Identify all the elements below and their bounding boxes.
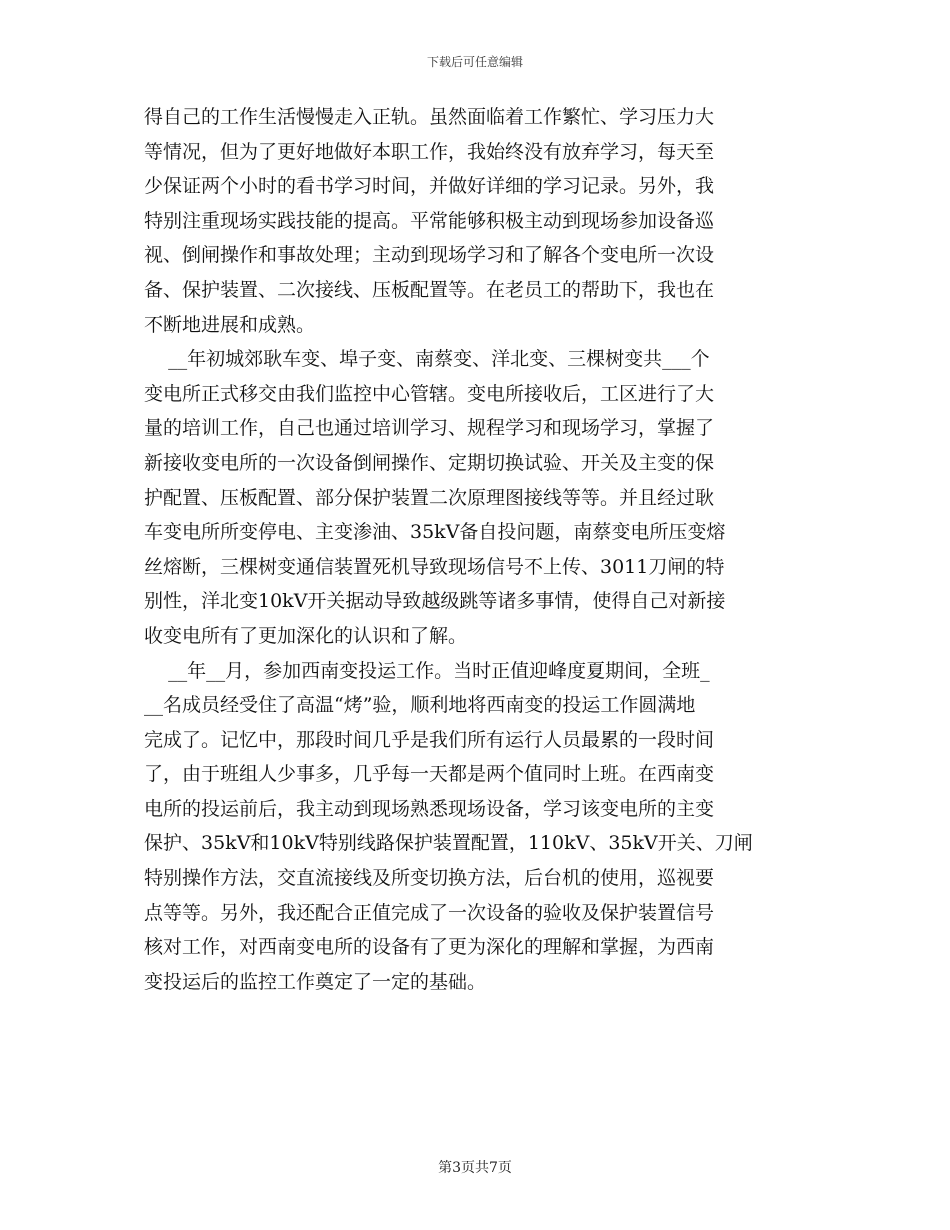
text-line: 新接收变电所的一次设备倒闸操作、定期切换试验、开关及主变的保 xyxy=(144,451,715,474)
text-line: 得自己的工作生活慢慢走入正轨。虽然面临着工作繁忙、学习压力大 xyxy=(144,106,715,128)
text-line: 备、保护装置、二次接线、压板配置等。在老员工的帮助下，我也在 xyxy=(144,278,715,301)
text-line: 量的培训工作，自己也通过培训学习、规程学习和现场学习，掌握了 xyxy=(144,417,715,440)
text-line: __年__月，参加西南变投运工作。当时正值迎峰度夏期间，全班_ xyxy=(144,659,710,682)
text-line: __年初城郊耿车变、埠子变、南蔡变、洋北变、三棵树变共___个 xyxy=(144,348,710,371)
text-line: 特别操作方法，交直流接线及所变切换方法，后台机的使用，巡视要 xyxy=(144,867,715,890)
text-line: 少保证两个小时的看书学习时间，并做好详细的学习记录。另外，我 xyxy=(144,175,715,198)
text-line: 变投运后的监控工作奠定了一定的基础。 xyxy=(144,970,487,993)
text-line: 护配置、压板配置、部分保护装置二次原理图接线等等。并且经过耿 xyxy=(144,486,715,509)
text-line: 车变电所所变停电、主变渗油、35kV备自投问题，南蔡变电所压变熔 xyxy=(144,521,726,544)
document-body xyxy=(144,100,808,999)
text-line: 别性，洋北变10kV开关据动导致越级跳等诸多事情，使得自己对新接 xyxy=(144,590,726,613)
text-line: 视、倒闸操作和事故处理；主动到现场学习和了解各个变电所一次设 xyxy=(144,244,715,267)
text-line: 了，由于班组人少事多，几乎每一天都是两个值同时上班。在西南变 xyxy=(144,763,715,786)
page-number: 第3页共7页 xyxy=(438,1160,512,1176)
text-line: __名成员经受住了高温“烤”验，顺利地将西南变的投运工作圆满地 xyxy=(144,694,696,717)
text-line: 变电所正式移交由我们监控中心管辖。变电所接收后，工区进行了大 xyxy=(144,382,715,405)
text-line: 核对工作，对西南变电所的设备有了更为深化的理解和掌握，为西南 xyxy=(144,936,715,959)
text-line: 特别注重现场实践技能的提高。平常能够积极主动到现场参加设备巡 xyxy=(144,209,715,232)
text-line: 丝熔断，三棵树变通信装置死机导致现场信号不上传、3011刀闸的特 xyxy=(144,555,725,578)
text-line: 点等等。另外，我还配合正值完成了一次设备的验收及保护装置信号 xyxy=(144,901,715,924)
page-header-note: 下载后可任意编辑 xyxy=(426,55,523,69)
text-line: 电所的投运前后，我主动到现场熟悉现场设备，学习该变电所的主变 xyxy=(144,797,715,820)
text-line: 完成了。记忆中，那段时间几乎是我们所有运行人员最累的一段时间 xyxy=(144,728,715,751)
text-line: 收变电所有了更加深化的认识和了解。 xyxy=(144,624,468,647)
text-line: 等情况，但为了更好地做好本职工作，我始终没有放弃学习，每天至 xyxy=(144,140,715,163)
text-line: 保护、35kV和10kV特别线路保护装置配置，110kV、35kV开关、刀闸 xyxy=(144,832,753,855)
text-line: 不断地进展和成熟。 xyxy=(144,313,316,336)
